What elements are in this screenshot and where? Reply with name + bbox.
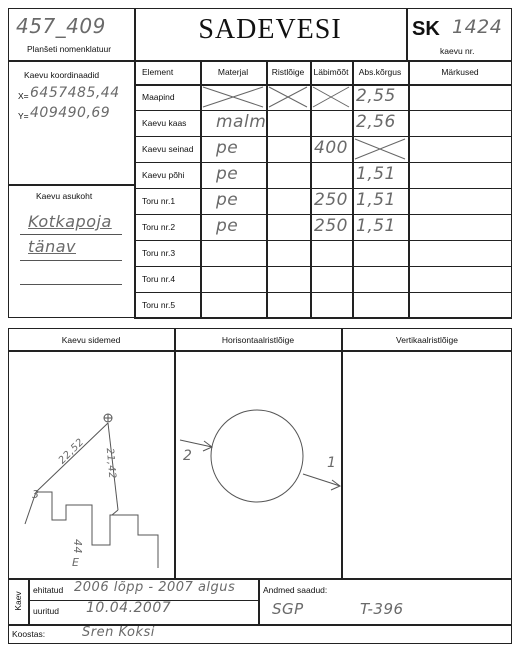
column-header: Läbimõõt <box>313 67 349 77</box>
coordinates-label: Kaevu koordinaadid <box>24 70 100 80</box>
element-cell: Kaevu seinad <box>142 144 194 154</box>
compiled-value: Sren Koksi <box>82 625 155 640</box>
column-header: Ristlõige <box>271 67 305 77</box>
well-prefix: SK <box>412 18 440 40</box>
element-cell: Toru nr.5 <box>142 300 176 310</box>
location-line-1: Kotkapoja <box>28 212 112 231</box>
material-cell: pe <box>216 190 239 210</box>
source-value-2: T-396 <box>360 600 404 618</box>
diameter-cell: 250 <box>314 216 348 236</box>
sketch-distance-1: 22,52 <box>56 436 87 467</box>
connections-label: Kaevu sidemed <box>61 335 121 345</box>
element-cell: Toru nr.3 <box>142 248 176 258</box>
column-header: Märkused <box>441 67 479 77</box>
element-cell: Maapind <box>142 92 175 102</box>
built-value: 2006 lõpp - 2007 algus <box>74 580 236 595</box>
abs-height-cell: 1,51 <box>356 190 396 210</box>
nomenclature-label: Planšeti nomenklatuur <box>27 44 112 54</box>
material-cell: pe <box>216 216 239 236</box>
vertical-section-label: Vertikaalristlõige <box>396 335 458 345</box>
well-number: 1424 <box>452 16 503 38</box>
material-cell: pe <box>216 138 239 158</box>
source-label: Andmed saadud: <box>263 585 328 595</box>
nomenclature-value: 457_409 <box>16 14 106 38</box>
element-cell: Toru nr.1 <box>142 196 176 206</box>
element-cell: Toru nr.4 <box>142 274 176 284</box>
surveyed-value: 10.04.2007 <box>86 600 172 616</box>
sketch-letter-e: E <box>72 556 80 569</box>
column-header: Abs.kõrgus <box>358 67 402 77</box>
material-cell: pe <box>216 164 239 184</box>
source-value-1: SGP <box>272 600 304 618</box>
element-cell: Kaevu kaas <box>142 118 187 128</box>
compiled-label: Koostas: <box>12 629 46 639</box>
column-header: Materjal <box>217 67 249 77</box>
x-coordinate-value: 6457485,44 <box>30 85 120 101</box>
page-title: SADEVESI <box>198 14 342 45</box>
element-cell: Toru nr.2 <box>142 222 176 232</box>
y-prefix: Y= <box>18 111 29 121</box>
abs-height-cell: 1,51 <box>356 216 396 236</box>
location-line-2: tänav <box>28 237 76 256</box>
y-coordinate-value: 409490,69 <box>30 105 111 121</box>
x-prefix: X= <box>18 91 29 101</box>
abs-height-cell: 2,55 <box>356 86 396 106</box>
sketch-number-3: 3 <box>32 488 40 501</box>
abs-height-cell: 1,51 <box>356 164 396 184</box>
pipe-in-number: 2 <box>183 448 193 464</box>
material-cell: malm <box>216 112 267 132</box>
pipe-out-number: 1 <box>327 455 337 471</box>
side-label: Kaev <box>13 591 23 611</box>
abs-height-cell: 2,56 <box>356 112 396 132</box>
diameter-cell: 250 <box>314 190 348 210</box>
horizontal-section-label: Horisontaalristlõige <box>221 335 295 345</box>
location-label: Kaevu asukoht <box>36 191 93 201</box>
sketch-distance-2: 21,42 <box>103 447 118 480</box>
built-label: ehitatud <box>33 585 64 595</box>
sketch-number-44: 44 <box>71 539 84 554</box>
surveyed-label: uuritud <box>33 606 59 616</box>
well-label: kaevu nr. <box>440 46 475 56</box>
column-header: Element <box>142 67 174 77</box>
diameter-cell: 400 <box>314 138 348 158</box>
element-cell: Kaevu põhi <box>142 170 185 180</box>
